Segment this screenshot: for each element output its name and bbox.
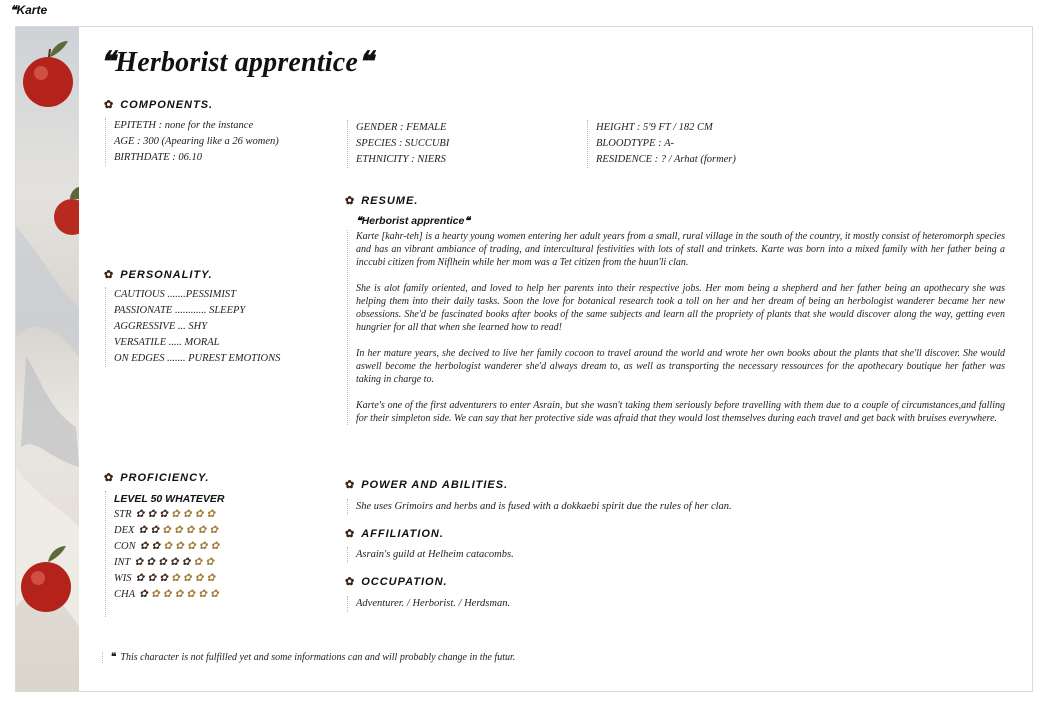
footnote (102, 652, 515, 663)
flower-icon: ✿ (182, 509, 195, 520)
flower-icon: ✿ (197, 525, 210, 536)
flower-icon: ✿ (181, 557, 194, 568)
stat-row-int (114, 555, 224, 571)
affiliation-text: Asrain's guild at Helheim catacombs. (356, 549, 514, 560)
flower-icon: ✿ (104, 99, 115, 111)
flower-icon: ✿ (170, 509, 183, 520)
stat-row-wis (114, 571, 224, 587)
flower-icon: ✿ (345, 479, 356, 491)
stat-rating-flowers (136, 509, 219, 520)
component-ethnicity: ETHNICITY : NIERS (356, 154, 446, 165)
personality-heading (104, 268, 213, 281)
component-birthdate: BIRTHDATE : 06.10 (114, 152, 202, 163)
stat-row-con (114, 539, 224, 555)
power-heading (345, 478, 508, 491)
flower-icon: ✿ (210, 541, 223, 552)
flower-icon: ✿ (209, 589, 222, 600)
flower-icon: ✿ (345, 528, 356, 540)
component-residence: RESIDENCE : ? / Arhat (former) (596, 154, 736, 165)
occupation-text: Adventurer. / Herborist. / Herdsman. (356, 598, 511, 609)
stat-rating-flowers (140, 541, 223, 552)
flower-icon: ✿ (175, 541, 187, 552)
flower-icon: ✿ (345, 195, 356, 207)
resume-body (347, 230, 1005, 425)
flower-icon: ✿ (174, 589, 187, 600)
stat-row-cha (114, 587, 224, 603)
resume-heading (345, 194, 418, 207)
stat-label: DEX (114, 525, 135, 536)
components-heading (104, 98, 213, 111)
personality-list (105, 287, 280, 367)
flower-icon: ✿ (147, 573, 160, 584)
apple-illustration (16, 27, 79, 691)
stat-row-dex (114, 523, 224, 539)
proficiency-level: LEVEL 50 WHATEVER (114, 493, 225, 505)
resume-paragraph: She is alot family oriented, and loved to help her parents into their respective jobs. Her mom being a shepherd and her father being an apothecary she was helping them into their daily tasks. Soon the love for botanical research took a toll on her and her dream of being an herbologist wanderer became her new obsessions. She'd be fascinated books after books of the same subjects and learn all the propriety of plants that she would discover along the way, getting even hungrier for all that when she learned how to read! (356, 283, 1005, 333)
resume-paragraph: In her mature years, she decived to live her family cocoon to travel around the world and wrote her own books about the plants that she'll discover. She would aswell become the herbologist wanderer she'd always dream to, as well as transporting the necessary ressources for the apothecary boutique her father was taking in charge to. (356, 348, 1005, 385)
flower-icon: ✿ (146, 557, 158, 568)
stat-label: CHA (114, 589, 135, 600)
flower-icon: ✿ (169, 557, 182, 568)
decorative-artwork-strip (16, 27, 79, 691)
stat-rating-flowers (138, 525, 221, 536)
flower-icon: ✿ (186, 589, 199, 600)
stat-rating-flowers (134, 557, 217, 568)
flower-icon: ✿ (139, 541, 152, 552)
flower-icon: ✿ (159, 509, 171, 520)
flower-icon: ✿ (194, 509, 207, 520)
flower-icon: ✿ (138, 525, 151, 536)
flower-icon: ✿ (173, 525, 186, 536)
flower-icon: ✿ (157, 557, 170, 568)
character-card (15, 26, 1033, 692)
resume-subtitle: ❝Herborist apprentice❝ (356, 215, 470, 227)
component-height: HEIGHT : 5'9 FT / 182 CM (596, 122, 713, 133)
components-column-2 (347, 120, 449, 168)
flower-icon: ✿ (206, 509, 219, 520)
occupation-text-block (347, 596, 510, 612)
flower-icon: ✿ (151, 541, 164, 552)
flower-icon: ✿ (150, 589, 163, 600)
resume-paragraph: Karte [kahr-teh] is a hearty young women entering her adult years from a small, rural village in the south of the country, it mostly consist of heteromorph species and has an vibrant ambiance of trading, and intercultural festivities with lots of stall and trinkets. Karte was born into a mixed family with her father being a inccubi citizen from Niflhein while her mom was a Tet citizen from the huun'li clan. (356, 231, 1005, 268)
stat-label: INT (114, 557, 131, 568)
power-text-block (347, 499, 732, 515)
stat-label: STR (114, 509, 132, 520)
flower-icon: ✿ (205, 557, 218, 568)
flower-icon: ✿ (198, 589, 210, 600)
affiliation-heading (345, 527, 444, 540)
resume-paragraph: Karte's one of the first adventurers to enter Asrain, but she wasn't taking them seriously before travelling with them due to a couple of circumstances,and falling for their simpleton side. We can say that her protective side was afraid that they would lost themselves during each travel and get back with bruises everywhere. (356, 400, 1005, 424)
component-bloodtype: BLOODTYPE : A- (596, 138, 674, 149)
flower-icon: ✿ (134, 557, 147, 568)
stat-rating-flowers (136, 573, 219, 584)
resume-heading-text: RESUME. (361, 195, 419, 207)
flower-icon: ✿ (345, 576, 356, 588)
flower-icon: ✿ (162, 589, 175, 600)
stat-rating-flowers (139, 589, 222, 600)
components-column-1 (105, 118, 279, 166)
flower-icon: ✿ (170, 573, 183, 584)
components-heading-text: COMPONENTS. (120, 99, 214, 111)
affiliation-heading-text: AFFILIATION. (361, 528, 444, 540)
flower-icon: ✿ (163, 541, 176, 552)
proficiency-heading (104, 471, 209, 484)
personality-heading-text: PERSONALITY. (120, 269, 213, 281)
power-heading-text: POWER AND ABILITIES. (361, 479, 509, 491)
flower-icon: ✿ (194, 573, 207, 584)
components-column-3 (587, 120, 736, 168)
flower-icon: ✿ (198, 541, 211, 552)
component-epiteth: EPITETH : none for the instance (114, 120, 254, 131)
quote-icon: ❝ (111, 652, 117, 663)
flower-icon: ✿ (104, 269, 115, 281)
flower-icon: ✿ (139, 589, 151, 600)
personality-trait: PASSIONATE ............ SLEEPY (114, 305, 246, 316)
component-gender: GENDER : FEMALE (356, 122, 447, 133)
character-title: ❝Herborist apprentice❝ (100, 47, 374, 78)
stat-label: CON (114, 541, 136, 552)
flower-icon: ✿ (209, 525, 222, 536)
flower-icon: ✿ (147, 509, 160, 520)
affiliation-text-block (347, 547, 514, 563)
personality-trait: AGGRESSIVE ... SHY (114, 321, 208, 332)
proficiency-heading-text: PROFICIENCY. (120, 472, 210, 484)
component-age: AGE : 300 (Apearing like a 26 women) (114, 136, 279, 147)
flower-icon: ✿ (186, 541, 199, 552)
personality-trait: VERSATILE ..... MORAL (114, 337, 220, 348)
power-text: She uses Grimoirs and herbs and is fused with a dokkaebi spirit due the rules of her clan. (356, 501, 732, 512)
flower-icon: ✿ (135, 573, 148, 584)
flower-icon: ✿ (182, 573, 195, 584)
flower-icon: ✿ (206, 573, 219, 584)
component-species: SPECIES : SUCCUBI (356, 138, 450, 149)
flower-icon: ✿ (162, 525, 174, 536)
flower-icon: ✿ (185, 525, 198, 536)
flower-icon: ✿ (135, 509, 148, 520)
flower-icon: ✿ (104, 472, 115, 484)
flower-icon: ✿ (159, 573, 171, 584)
stat-row-str (114, 507, 224, 523)
occupation-heading (345, 575, 448, 588)
page-label: ❝Karte (10, 3, 48, 17)
proficiency-block (105, 491, 224, 617)
stats-list (114, 507, 224, 603)
occupation-heading-text: OCCUPATION. (361, 576, 448, 588)
stat-label: WIS (114, 573, 132, 584)
flower-icon: ✿ (193, 557, 206, 568)
personality-trait: ON EDGES ....... PUREST EMOTIONS (114, 353, 281, 364)
personality-trait: CAUTIOUS .......PESSIMIST (114, 289, 236, 300)
footnote-text: This character is not fulfilled yet and some informations can and will probably change in the futur. (120, 652, 516, 663)
flower-icon: ✿ (150, 525, 163, 536)
